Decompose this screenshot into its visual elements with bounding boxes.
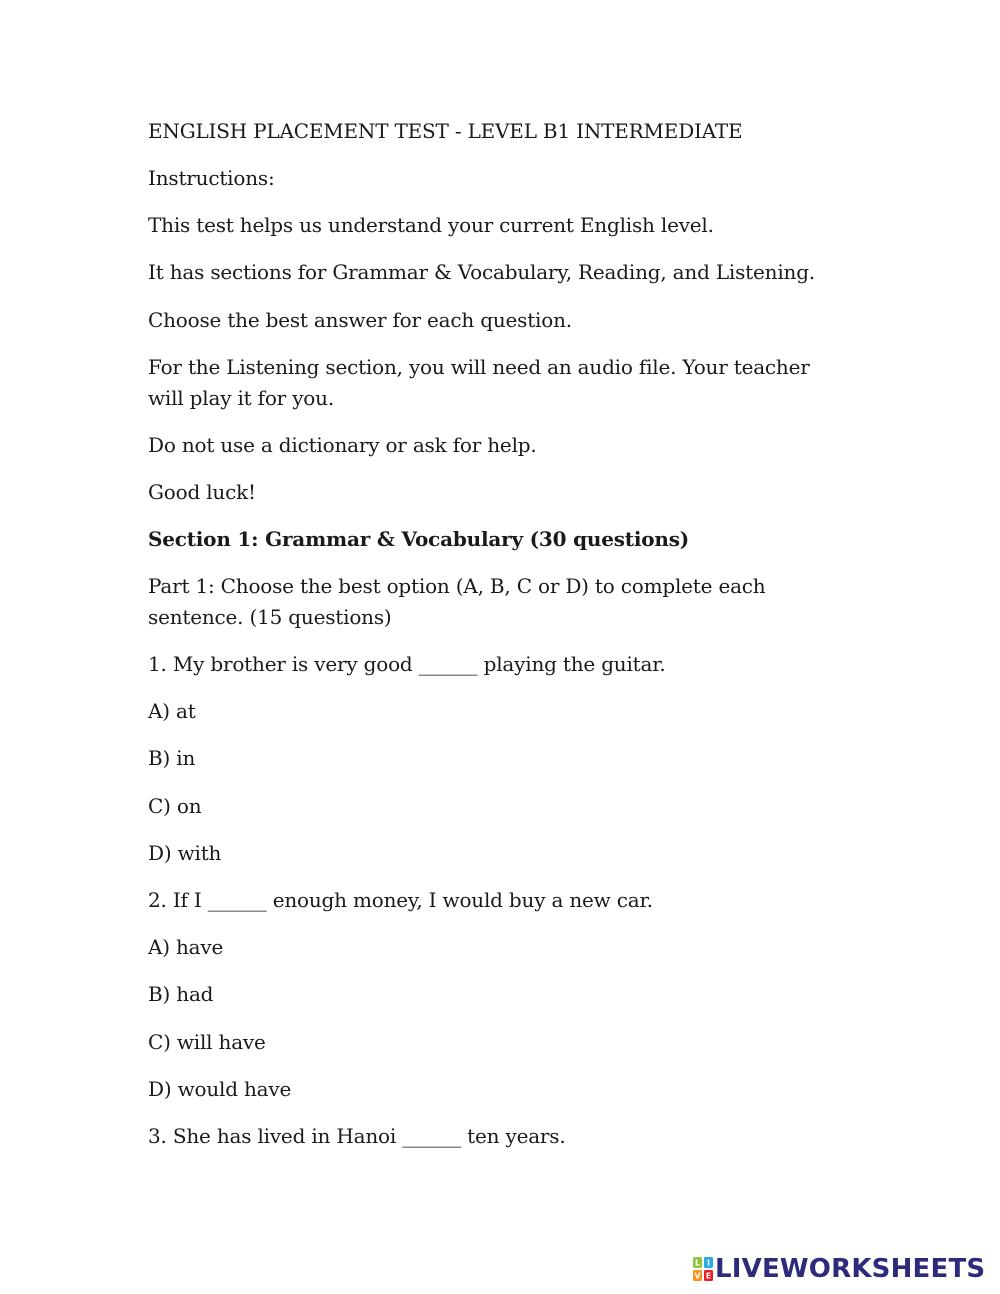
answer-option: A) at	[148, 699, 196, 723]
logo-tile-letter: L	[694, 1258, 701, 1268]
instructions-heading: Instructions:	[148, 166, 275, 190]
logo-tile-letter: E	[705, 1271, 712, 1281]
question-prompt: 3. She has lived in Hanoi ______ ten years.	[148, 1124, 566, 1148]
part-instruction: Part 1: Choose the best option (A, B, C or D) to complete each sentence. (15 questions)	[148, 574, 766, 629]
logo-wordmark: LIVEWORKSHEETS	[715, 1254, 986, 1284]
instruction-line: Good luck!	[148, 480, 256, 504]
answer-option: A) have	[148, 935, 224, 959]
answer-option: D) would have	[148, 1077, 292, 1101]
logo-tile-letter: I	[707, 1258, 710, 1268]
instruction-line: It has sections for Grammar & Vocabulary, Reading, and Listening.	[148, 260, 815, 284]
answer-option: C) will have	[148, 1030, 266, 1054]
instruction-line: Choose the best answer for each question.	[148, 308, 572, 332]
answer-option: C) on	[148, 794, 202, 818]
answer-option: B) in	[148, 746, 196, 770]
instruction-line: Do not use a dictionary or ask for help.	[148, 433, 537, 457]
liveworksheets-logo	[693, 1254, 985, 1284]
question-prompt: 2. If I ______ enough money, I would buy a new car.	[148, 888, 653, 912]
instruction-line: For the Listening section, you will need an audio file. Your teacher will play it for you.	[148, 355, 810, 410]
instruction-line: This test helps us understand your current English level.	[148, 213, 714, 237]
page-title: ENGLISH PLACEMENT TEST - LEVEL B1 INTERMEDIATE	[148, 119, 743, 143]
liveworksheets-logo-icon	[693, 1257, 713, 1281]
answer-option: B) had	[148, 982, 214, 1006]
section-heading: Section 1: Grammar & Vocabulary (30 questions)	[148, 527, 690, 551]
logo-tile-letter: V	[694, 1271, 701, 1281]
answer-option: D) with	[148, 841, 222, 865]
question-prompt: 1. My brother is very good ______ playing the guitar.	[148, 652, 666, 676]
